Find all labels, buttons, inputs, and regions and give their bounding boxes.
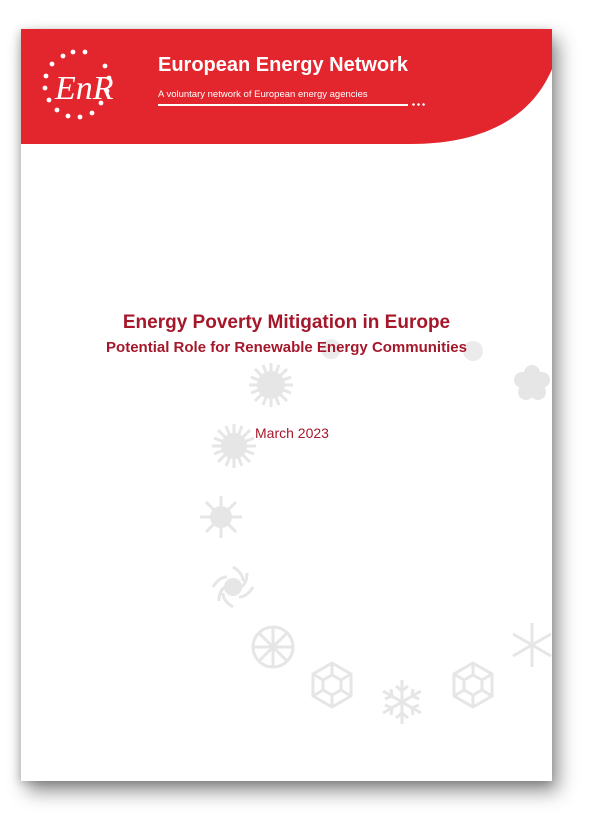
- organization-tagline: A voluntary network of European energy agencies: [158, 89, 368, 100]
- sun-icon: [212, 424, 256, 468]
- hexagon-icon: [454, 663, 492, 707]
- wheel-icon: [253, 627, 293, 667]
- spiral-sun-icon: [213, 567, 253, 607]
- report-cover: [21, 29, 552, 781]
- publication-date: March 2023: [255, 425, 329, 441]
- flower-icon: [514, 365, 550, 400]
- report-title: Energy Poverty Mitigation in Europe: [122, 312, 451, 333]
- organization-name: European Energy Network: [158, 54, 409, 76]
- snowflake-icon: [383, 680, 421, 724]
- sun-icon: [200, 496, 242, 538]
- snowflake-icon: [513, 623, 551, 667]
- sun-icon: [249, 363, 293, 407]
- decorative-symbols: [21, 29, 552, 781]
- report-subtitle: Potential Role for Renewable Energy Communities: [106, 339, 467, 356]
- hexagon-icon: [313, 663, 351, 707]
- logo-letters: EnR: [55, 70, 114, 107]
